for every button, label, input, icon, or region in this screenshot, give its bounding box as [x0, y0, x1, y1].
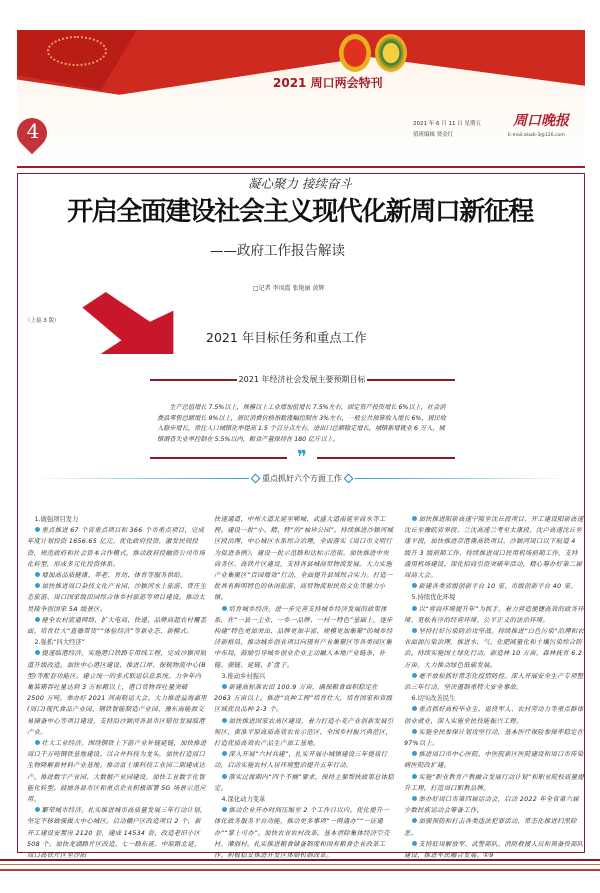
divider [32, 478, 249, 480]
paragraph-text: 落实过渡期内“四个不摘”要求，保持主要帮扶政策总体稳定。 [214, 773, 394, 792]
paragraph [214, 749, 394, 771]
six-aspects-text: 重点抓好六个方面工作 [262, 474, 342, 483]
text-column-3 [404, 514, 584, 860]
goals-title-text: 2021 年经济社会发展主要预期目标 [238, 375, 366, 384]
paragraph [214, 772, 394, 794]
bullet-icon [412, 583, 417, 588]
paragraph-text: 重点抓好高校毕业生、退役军人、农村劳动力等重点群体创业就业，深入实施全民技能振兴工程。 [404, 706, 584, 725]
article-kicker: 凝心聚力 接续奋斗 [248, 176, 352, 191]
subsection-heading [27, 514, 207, 525]
paragraph [27, 570, 207, 581]
paragraph [404, 727, 584, 749]
paragraph-text: 4.深化动力变革 [221, 796, 266, 804]
goals-section [32, 374, 572, 484]
paragraph [27, 648, 207, 738]
paragraph-text: 实施全民参保计划攻坚行动，基本医疗保险参保率稳定在 97%以上。 [404, 728, 584, 748]
paragraph [214, 514, 394, 604]
bullet-icon [35, 527, 40, 532]
paragraph [404, 604, 584, 626]
subsection-heading [404, 592, 584, 603]
bullet-icon [222, 606, 227, 611]
paragraph [404, 816, 584, 838]
paragraph [214, 716, 394, 750]
paragraph-text: 坚持打好污染防治攻坚战。持续推进“白色污染”治理和农业面源污染治理，推进水、气、化肥减量化和土壤污染综合防治。持续实施国土绿化行动，新造林 10 万亩，森林抚育 6.2 万亩。大力推动绿色低碳发展。 [404, 628, 584, 669]
bullet-icon [412, 841, 417, 846]
paragraph-text: 支持驻周解放军、武警部队、消防救援人员和预备役部队建设，推进军民融合发展。①9 [404, 840, 584, 860]
paragraph-text: 新建高标准农田 100.9 万亩，确保粮食面积稳定在 2063 万亩以上。推进“良种工程”培育壮大，培育国家和省级区域优良品种 2-3 个。 [214, 684, 393, 714]
text-column-2 [214, 514, 394, 860]
bullet-icon [222, 718, 227, 723]
bullet-icon [412, 628, 417, 633]
bullet-icon [412, 516, 417, 521]
editor-credit: 值班编辑 贾金红 [413, 132, 454, 138]
cppcc-emblem-icon [375, 34, 407, 72]
paragraph-text: 5.持续优化环境 [411, 594, 456, 602]
paragraph [214, 682, 394, 716]
paragraph-text: 举办好周口市第四届运动会，启动 2022 年全省第六届少数民族运动会筹备工作。 [404, 796, 579, 815]
bullet-icon [412, 818, 417, 823]
paragraph [27, 805, 207, 861]
divider [150, 457, 288, 459]
paragraph [404, 839, 584, 861]
bullet-icon [222, 684, 227, 689]
paragraph-text: 加快推进阳新高速宁陵至沈丘段项目，开工建设阳新高速沈丘至豫皖省界段、兰沈高速兰考至太康段、沈卢高速沈丘至遂平段，加快推进京港澳高铁项目，沙颍河周口以下航道 4 级升 3 级前期工作，持续推进周口民用机场前期工作，支持通用机场建设。深化招商引资突破年活动，精心筹办好第二届周商大会。 [404, 516, 584, 580]
paragraph-text: 实施“职业教育产教融合发展行动计划”和职业院校质量提升工程，打造周口职教品牌。 [404, 773, 584, 792]
paragraph-text: 6.切实改善民生 [411, 695, 456, 703]
byline: □记者 李凤霞 张艳丽 黄辉 [253, 285, 325, 292]
bullet-icon [412, 706, 417, 711]
paragraph-text: 提速临港经济。实施港口铁路专用线工程，完成沙颍河航道升级改造。加快中心港区建设，推进口岸、保税物流中心(B 型)等配套功能区。建立统一的多式联运信息系统。力争年内集装箱吞吐量达到 3 万标箱以上，港口货物吞吐量突破 2500 万吨。举办好 2021 河南联运大会。大力推进益海嘉里(周口)现代食品产业园、钢铁智能制造产业园、豫东南能源交易储备中心等项目建设，支持沿沙颍河各县市区错位发展临港产业。 [27, 650, 207, 736]
paragraph-text: 推进周口市中心医院、中医院新区医院建设和周口市传染病医院改扩建。 [404, 751, 584, 770]
paragraph-text: 增加高品质健康、养老、育幼、体育等服务供给。 [41, 572, 187, 580]
bullet-icon [222, 807, 227, 812]
paragraph-text: 深入开展“六村共建”，扎实开展小城镇建设三年提质行动，启动实施农村人居环境整治提升五年行动。 [214, 751, 388, 770]
article-title: 开启全面建设社会主义现代化新周口新征程 [67, 197, 533, 227]
paragraph-text: 加快推进国家农高区建设，着力打造小麦产业创新发展引领区、黄淮平原高质高效农业示范区、全国乡村振兴典范区，打造优质高效农产品生产加工基地。 [214, 717, 394, 748]
paragraph [27, 738, 207, 805]
masthead-logo: 周口晚报 [513, 113, 569, 129]
bullet-icon [412, 606, 417, 611]
bullet-icon [412, 673, 417, 678]
divider [150, 379, 237, 381]
diamond-icon [251, 474, 261, 484]
paragraph [404, 749, 584, 771]
bullet-icon [412, 796, 417, 801]
subsection-heading [27, 637, 207, 648]
paragraph [214, 604, 394, 671]
page-number: 4 [26, 119, 40, 143]
paragraph-text: 繁荣城市经济。扎实推进城市高质量发展三年行动计划，坚定不移做强做大中心城区。启动棚户区改造项目 2 个，新开工建设安置房 2120 套，建成 14534 套，改造老旧小区 508 个。加快龙湖路片区改造、七一路东延、中原路北延、周口高铁片区至沙阳 [27, 807, 207, 860]
bullet-icon [222, 751, 227, 756]
paragraph [404, 626, 584, 671]
contact-email: E-mail:zkwb-3@126.com [508, 133, 565, 138]
paragraph [404, 704, 584, 726]
header-banner [17, 30, 585, 170]
bullet-icon [35, 583, 40, 588]
continued-note: （上接 3 版） [25, 318, 60, 324]
paragraph [404, 772, 584, 794]
paragraph [214, 805, 394, 861]
article-subtitle: ——政府工作报告解读 [210, 243, 345, 259]
issue-date: 2021 年 6 月 11 日 星期五 [413, 121, 481, 127]
bullet-icon [35, 572, 40, 577]
goals-box-footer [150, 447, 455, 468]
footer-rule [0, 869, 600, 871]
bullet-icon [412, 751, 417, 756]
paragraph [27, 525, 207, 570]
divider [367, 379, 454, 381]
paragraph-text: 1.做强项目发力 [34, 516, 79, 523]
goals-box-title [150, 374, 455, 385]
paragraph-text: 新建各类省级创新平台 10 家、市级创新平台 40 家。 [418, 583, 577, 591]
divider [317, 457, 455, 459]
divider [355, 478, 572, 480]
paragraph-text: 毫不放松抓好常态化疫情防控。深入开展安全生产专项整治三年行动，坚决遏制重特大安全事故。 [404, 672, 584, 692]
quote-mark-icon: ❞ [297, 447, 307, 468]
paragraph [404, 514, 584, 581]
paragraph-text: 健全农村流通网络，扩大电商、快递、品牌商超农村覆盖面。培育壮大“直播带货”“体验经济”等新业态、新模式。 [27, 616, 207, 636]
six-aspects-heading [32, 473, 572, 484]
paragraph [27, 581, 207, 615]
bullet-icon [412, 774, 417, 779]
diamond-icon [344, 474, 354, 484]
section-heading: 2021 年目标任务和重点工作 [206, 330, 367, 345]
paragraph-text: 3.推动乡村振兴 [221, 672, 266, 680]
bullet-icon [222, 774, 227, 779]
bullet-icon [35, 807, 40, 812]
bullet-icon [35, 650, 40, 655]
paragraph-text: 加快推进周口杂技文化产业园、沙颍河水上旅游、贾庄生态旅游、周口国家级田园综合体乡村旅游等项目建设。推动太昊陵争创国家 5A 级景区。 [27, 583, 207, 613]
paragraph-text: 重点推进 67 个省重点项目和 366 个市重点项目，完成年度计划投资 1656.65 亿元。优化政府投资，激发民间投资，规范政府和社会资本合作模式，推动政府投融资公司市场化转型，形成多元化投资体系。 [27, 527, 206, 568]
paragraph [404, 581, 584, 592]
subsection-heading [404, 693, 584, 704]
bullet-icon [35, 617, 40, 622]
paragraph-text: 推动企业开办时间压缩至 2 个工作日以内。优化提升一体化政务服务平台功能，推动更多事项“一网通办”“一证通办”“掌上可办”。加快农业农村改革。基本消除集体经济空壳村、薄弱村。扎实推进粮食储备制度和国有粮食企业改革工作。积极稳妥推进开发区体制机制改革。 [214, 807, 390, 860]
paragraph-text: 壮大工业经济。围绕钢铁上下游产业补链延链，加快推进周口千万吨钢铁基地建设。以合并科技为龙头，加快打造周口生物降解新材料产业基地。推动富士康科技工业园二期建成达产。推进数字产业园、大数据产业园建设，加快工业数字化智能化转型。鼓励各县市区和重点企业积极部署 5G 场景示范应用。 [27, 740, 207, 804]
text-column-1 [27, 514, 207, 860]
goals-text: 生产总值增长 7.5%以上，规模以上工业增加值增长 7.5%左右，固定资产投资增长 6%以上，社会消费品零售总额增长 9%以上，居民消费价格指数涨幅控制在 3%左右，一般公共预算收入增长 6%，居民收入稳步增长，常住人口城镇化率提高 1.5 个百分点左右，进出口总额稳定增长，城镇新增就业 6 万人，城镇调查失业率控制在 5.5%以内，粮食产量保持在 180 亿斤以上。 [157, 404, 447, 443]
paragraph [27, 615, 207, 637]
subsection-heading [214, 671, 394, 682]
header-divider [17, 166, 585, 168]
star-halo-icon [47, 36, 107, 66]
paragraph [404, 794, 584, 816]
footer-rule [0, 859, 600, 861]
paragraph-text: 加强预防和打击各类违法犯罪活动，常态化推进扫黑除恶。 [404, 818, 577, 837]
paragraph-text: 以“营商环境提升年”为抓手，着力营造便捷高效的政务环境、宽松有序的经营环境、公平正义的法治环境。 [404, 605, 584, 624]
bullet-icon [412, 729, 417, 734]
subsection-heading [214, 794, 394, 805]
paragraph-text: 2.强抓“四大经济” [34, 639, 85, 647]
national-emblem-icon [339, 34, 371, 72]
paragraph-text: 快速通道、中州大道北延至郸城、武盛大道南延至商水等工程。建设一批“小、精、特”的“袖珍公园”。持续推进沙颍河城区段治理、中心城区水系综合治理。全面落实《周口市文明行为促进条例》，建设一批示范路和达标示范街。加快推进中央商务区、高铁片区建设，支持各县城商贸物流发展。大力实施产业集聚区“百园增效”行动，全面提升县域综合实力。打造一批具有鲜明特色的休闲旅游、商贸物流和民俗文化等魅力小镇。 [214, 516, 394, 602]
bullet-icon [35, 740, 40, 745]
paragraph [404, 671, 584, 693]
special-edition-title: 2021 周口两会特刊 [273, 76, 383, 90]
paragraph-text: 培育城乡经济。进一步完善支持城乡经济发展的政策体系，在“一县一主业、一乡一品牌、一村一特色”基础上，逐步构建“特色更加突出、品牌更加丰富、规模更加集聚”的城乡经济新格局，推动城乡创业项目向现有产业集聚区等各类园区集中布局，鼓励引导城乡创业企业主动融入本地产业链条，补链、强链、延链、扩盘子。 [214, 605, 393, 669]
footer-rule [0, 864, 600, 865]
